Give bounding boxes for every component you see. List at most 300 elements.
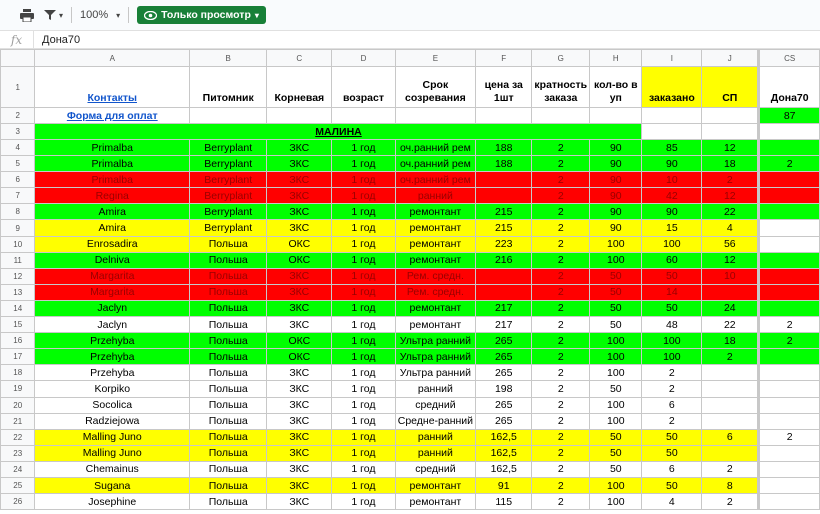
cell[interactable]: ЗКС (267, 429, 332, 445)
cell[interactable]: ЗКС (267, 204, 332, 220)
cell[interactable] (759, 494, 820, 510)
cell[interactable]: Польша (190, 333, 267, 349)
row-number[interactable]: 22 (1, 429, 35, 445)
cell[interactable]: 115 (476, 494, 532, 510)
cell[interactable] (702, 397, 759, 413)
cell[interactable]: 2 (532, 284, 590, 300)
cell[interactable] (642, 108, 702, 124)
cell[interactable]: 91 (476, 477, 532, 493)
cell[interactable]: 2 (759, 429, 820, 445)
column-header[interactable]: E (395, 50, 475, 67)
cell[interactable] (759, 381, 820, 397)
row-number[interactable]: 20 (1, 397, 35, 413)
row-number[interactable]: 10 (1, 236, 35, 252)
cell[interactable]: 24 (702, 300, 759, 316)
cell[interactable]: 18 (702, 156, 759, 172)
cell[interactable]: ранний (395, 381, 475, 397)
header-cell[interactable]: Контакты (35, 67, 190, 108)
cell[interactable]: 223 (476, 236, 532, 252)
cell[interactable]: 1 год (332, 461, 396, 477)
row-number[interactable]: 23 (1, 445, 35, 461)
column-header[interactable]: H (590, 50, 642, 67)
cell[interactable]: ЗКС (267, 317, 332, 333)
cell[interactable]: 100 (590, 413, 642, 429)
cell[interactable]: Malling Juno (35, 429, 190, 445)
cell[interactable]: Primalba (35, 140, 190, 156)
cell[interactable]: 2 (759, 333, 820, 349)
section-title[interactable]: МАЛИНА (35, 124, 642, 140)
cell[interactable]: Польша (190, 268, 267, 284)
cell[interactable]: Jaclyn (35, 317, 190, 333)
cell[interactable]: Польша (190, 429, 267, 445)
cell[interactable]: ЗКС (267, 172, 332, 188)
cell[interactable]: Польша (190, 365, 267, 381)
cell[interactable]: 1 год (332, 284, 396, 300)
cell[interactable]: ОКС (267, 252, 332, 268)
cell[interactable]: 1 год (332, 381, 396, 397)
total-cell[interactable]: 87 (759, 108, 820, 124)
column-header[interactable]: D (332, 50, 396, 67)
cell[interactable]: ремонтант (395, 477, 475, 493)
cell[interactable]: 2 (532, 317, 590, 333)
cell[interactable]: Primalba (35, 156, 190, 172)
cell[interactable]: 60 (642, 252, 702, 268)
cell[interactable]: 90 (642, 204, 702, 220)
cell[interactable]: 188 (476, 140, 532, 156)
cell[interactable]: 1 год (332, 477, 396, 493)
cell[interactable]: ремонтант (395, 494, 475, 510)
cell[interactable]: Польша (190, 284, 267, 300)
cell[interactable]: Польша (190, 349, 267, 365)
cell[interactable]: Josephine (35, 494, 190, 510)
cell[interactable]: 265 (476, 333, 532, 349)
cell[interactable]: 100 (642, 236, 702, 252)
cell[interactable]: ЗКС (267, 494, 332, 510)
cell[interactable]: ремонтант (395, 317, 475, 333)
zoom-select[interactable] (80, 9, 120, 21)
cell[interactable]: Radziejowa (35, 413, 190, 429)
cell[interactable]: 2 (532, 236, 590, 252)
row-number[interactable]: 6 (1, 172, 35, 188)
print-icon[interactable] (20, 9, 34, 22)
cell[interactable]: Berryplant (190, 156, 267, 172)
cell[interactable]: Malling Juno (35, 445, 190, 461)
cell[interactable]: 2 (532, 461, 590, 477)
cell[interactable]: ЗКС (267, 268, 332, 284)
cell[interactable]: 1 год (332, 445, 396, 461)
cell[interactable]: 90 (590, 220, 642, 236)
row-number[interactable]: 25 (1, 477, 35, 493)
cell[interactable]: Польша (190, 236, 267, 252)
cell[interactable]: средний (395, 461, 475, 477)
cell[interactable]: ЗКС (267, 477, 332, 493)
cell[interactable]: ЗКС (267, 284, 332, 300)
column-header[interactable]: B (190, 50, 267, 67)
row-number[interactable]: 15 (1, 317, 35, 333)
cell[interactable]: 1 год (332, 188, 396, 204)
cell[interactable]: ЗКС (267, 140, 332, 156)
cell[interactable]: 6 (642, 397, 702, 413)
cell[interactable]: 2 (702, 349, 759, 365)
cell[interactable]: 2 (702, 461, 759, 477)
cell[interactable]: ЗКС (267, 220, 332, 236)
cell[interactable]: 1 год (332, 220, 396, 236)
cell[interactable]: 56 (702, 236, 759, 252)
cell[interactable]: ремонтант (395, 252, 475, 268)
cell[interactable]: 50 (642, 445, 702, 461)
column-header[interactable]: C (267, 50, 332, 67)
cell[interactable]: 2 (532, 333, 590, 349)
cell[interactable]: 22 (702, 317, 759, 333)
cell[interactable]: 50 (642, 429, 702, 445)
cell[interactable]: Przehyba (35, 365, 190, 381)
cell[interactable] (267, 108, 332, 124)
cell[interactable]: Польша (190, 461, 267, 477)
row-number[interactable]: 21 (1, 413, 35, 429)
cell[interactable]: 100 (590, 349, 642, 365)
cell[interactable]: Польша (190, 300, 267, 316)
row-number[interactable]: 1 (1, 67, 35, 108)
cell[interactable]: 22 (702, 204, 759, 220)
row-number[interactable]: 24 (1, 461, 35, 477)
cell[interactable]: 50 (642, 477, 702, 493)
cell[interactable]: 50 (590, 317, 642, 333)
cell[interactable]: 2 (702, 494, 759, 510)
cell[interactable]: Przehyba (35, 349, 190, 365)
cell[interactable]: 188 (476, 156, 532, 172)
column-header[interactable]: A (35, 50, 190, 67)
select-all-corner[interactable] (1, 50, 35, 67)
cell[interactable]: 2 (759, 317, 820, 333)
row-number[interactable]: 17 (1, 349, 35, 365)
cell[interactable] (702, 365, 759, 381)
cell[interactable]: Польша (190, 252, 267, 268)
cell[interactable]: Польша (190, 317, 267, 333)
cell[interactable]: 1 год (332, 397, 396, 413)
cell[interactable]: 2 (532, 188, 590, 204)
cell[interactable]: 1 год (332, 429, 396, 445)
cell[interactable]: 100 (590, 477, 642, 493)
row-number[interactable]: 11 (1, 252, 35, 268)
cell[interactable]: 2 (532, 300, 590, 316)
cell[interactable]: Berryplant (190, 140, 267, 156)
cell[interactable] (395, 108, 475, 124)
cell[interactable]: 1 год (332, 252, 396, 268)
cell[interactable]: 1 год (332, 300, 396, 316)
cell[interactable]: 12 (702, 140, 759, 156)
cell[interactable]: 90 (590, 204, 642, 220)
cell[interactable]: Regina (35, 188, 190, 204)
cell[interactable] (759, 236, 820, 252)
cell[interactable]: Jaclyn (35, 300, 190, 316)
cell[interactable] (642, 124, 702, 140)
cell[interactable]: Ультра ранний (395, 365, 475, 381)
cell[interactable]: Ультра ранний (395, 333, 475, 349)
cell[interactable]: 1 год (332, 494, 396, 510)
cell[interactable]: 1 год (332, 349, 396, 365)
row-number[interactable]: 9 (1, 220, 35, 236)
cell[interactable]: 2 (532, 220, 590, 236)
cell[interactable]: 2 (532, 413, 590, 429)
cell[interactable]: 2 (642, 413, 702, 429)
cell[interactable]: 217 (476, 317, 532, 333)
cell[interactable]: 2 (642, 365, 702, 381)
cell[interactable]: 198 (476, 381, 532, 397)
row-number[interactable]: 4 (1, 140, 35, 156)
cell[interactable]: 85 (642, 140, 702, 156)
cell[interactable]: 2 (532, 140, 590, 156)
cell[interactable]: 265 (476, 349, 532, 365)
cell[interactable] (759, 252, 820, 268)
cell[interactable] (759, 268, 820, 284)
cell[interactable]: 100 (590, 252, 642, 268)
cell[interactable]: Ультра ранний (395, 349, 475, 365)
cell[interactable]: 6 (642, 461, 702, 477)
cell[interactable]: Margarita (35, 268, 190, 284)
cell[interactable]: 1 год (332, 333, 396, 349)
cell[interactable] (190, 108, 267, 124)
cell[interactable]: 1 год (332, 172, 396, 188)
cell[interactable]: 90 (590, 156, 642, 172)
cell[interactable]: средний (395, 397, 475, 413)
cell[interactable]: 2 (532, 204, 590, 220)
cell[interactable]: 10 (642, 172, 702, 188)
cell[interactable]: 162,5 (476, 461, 532, 477)
cell[interactable]: 265 (476, 413, 532, 429)
cell[interactable]: Sugana (35, 477, 190, 493)
cell[interactable]: ранний (395, 188, 475, 204)
cell[interactable]: 2 (702, 172, 759, 188)
cell[interactable] (759, 140, 820, 156)
cell[interactable]: ЗКС (267, 381, 332, 397)
cell[interactable]: 48 (642, 317, 702, 333)
cell[interactable]: Amira (35, 220, 190, 236)
cell[interactable]: 216 (476, 252, 532, 268)
cell[interactable] (332, 108, 396, 124)
column-header[interactable]: CS (759, 50, 820, 67)
cell[interactable] (476, 108, 532, 124)
cell[interactable]: Delniva (35, 252, 190, 268)
cell[interactable] (759, 204, 820, 220)
cell[interactable]: 215 (476, 220, 532, 236)
cell[interactable]: 1 год (332, 140, 396, 156)
cell[interactable]: 1 год (332, 204, 396, 220)
cell[interactable] (759, 397, 820, 413)
cell[interactable]: 1 год (332, 413, 396, 429)
cell[interactable]: 1 год (332, 156, 396, 172)
cell[interactable]: Польша (190, 494, 267, 510)
cell[interactable] (702, 445, 759, 461)
cell[interactable]: 1 год (332, 268, 396, 284)
cell[interactable]: Primalba (35, 172, 190, 188)
cell[interactable]: Enrosadira (35, 236, 190, 252)
cell[interactable]: 50 (590, 268, 642, 284)
cell[interactable]: 2 (532, 445, 590, 461)
cell[interactable]: 15 (642, 220, 702, 236)
cell[interactable] (702, 284, 759, 300)
cell[interactable] (759, 284, 820, 300)
cell[interactable] (759, 365, 820, 381)
row-number[interactable]: 5 (1, 156, 35, 172)
cell[interactable]: 2 (532, 429, 590, 445)
cell[interactable]: Berryplant (190, 220, 267, 236)
cell[interactable]: 90 (590, 188, 642, 204)
cell[interactable]: Польша (190, 413, 267, 429)
cell[interactable]: 2 (532, 477, 590, 493)
column-header[interactable]: F (476, 50, 532, 67)
cell[interactable]: ЗКС (267, 397, 332, 413)
cell[interactable] (759, 477, 820, 493)
filter-icon[interactable] (44, 9, 63, 21)
cell[interactable]: ЗКС (267, 365, 332, 381)
cell[interactable]: 12 (702, 252, 759, 268)
cell[interactable] (759, 188, 820, 204)
cell[interactable]: 162,5 (476, 429, 532, 445)
cell[interactable]: 217 (476, 300, 532, 316)
cell[interactable]: оч.ранний рем (395, 156, 475, 172)
cell[interactable]: Przehyba (35, 333, 190, 349)
cell[interactable] (476, 172, 532, 188)
cell[interactable]: Рем. средн. (395, 284, 475, 300)
cell[interactable]: ЗКС (267, 188, 332, 204)
cell[interactable]: ЗКС (267, 156, 332, 172)
row-number[interactable]: 13 (1, 284, 35, 300)
cell[interactable]: Chemainus (35, 461, 190, 477)
row-number[interactable]: 7 (1, 188, 35, 204)
column-header[interactable]: G (532, 50, 590, 67)
cell[interactable]: Berryplant (190, 172, 267, 188)
cell[interactable]: ранний (395, 429, 475, 445)
cell[interactable]: 215 (476, 204, 532, 220)
cell[interactable]: 4 (642, 494, 702, 510)
cell[interactable]: 6 (702, 429, 759, 445)
cell[interactable]: 50 (590, 429, 642, 445)
cell[interactable]: Средне-ранний (395, 413, 475, 429)
cell[interactable]: 2 (532, 252, 590, 268)
cell[interactable]: Korpiko (35, 381, 190, 397)
cell[interactable]: ЗКС (267, 461, 332, 477)
cell[interactable] (476, 188, 532, 204)
cell[interactable]: 100 (590, 333, 642, 349)
cell[interactable]: ранний (395, 445, 475, 461)
column-header[interactable]: J (702, 50, 759, 67)
cell[interactable]: Berryplant (190, 188, 267, 204)
cell[interactable]: 90 (590, 172, 642, 188)
cell[interactable]: Польша (190, 381, 267, 397)
cell[interactable]: 100 (590, 494, 642, 510)
cell[interactable]: Berryplant (190, 204, 267, 220)
cell[interactable]: ремонтант (395, 204, 475, 220)
cell[interactable]: 2 (532, 365, 590, 381)
cell[interactable]: 8 (702, 477, 759, 493)
row-number[interactable]: 8 (1, 204, 35, 220)
row-number[interactable]: 16 (1, 333, 35, 349)
cell[interactable]: 162,5 (476, 445, 532, 461)
cell[interactable]: 2 (759, 156, 820, 172)
cell[interactable]: Socolica (35, 397, 190, 413)
cell[interactable]: Рем. средн. (395, 268, 475, 284)
cell[interactable]: Margarita (35, 284, 190, 300)
cell[interactable]: 1 год (332, 317, 396, 333)
cell[interactable]: 2 (532, 397, 590, 413)
cell[interactable]: 50 (590, 300, 642, 316)
cell[interactable]: 2 (532, 156, 590, 172)
cell[interactable]: 18 (702, 333, 759, 349)
cell[interactable]: ОКС (267, 349, 332, 365)
cell[interactable]: ремонтант (395, 236, 475, 252)
payment-form-link[interactable]: Форма для оплат (35, 108, 190, 124)
cell[interactable]: Amira (35, 204, 190, 220)
row-number[interactable]: 18 (1, 365, 35, 381)
cell[interactable]: 90 (642, 156, 702, 172)
cell[interactable]: Польша (190, 397, 267, 413)
cell[interactable] (702, 124, 759, 140)
cell[interactable]: 265 (476, 365, 532, 381)
cell[interactable]: ОКС (267, 333, 332, 349)
cell[interactable]: 100 (642, 333, 702, 349)
row-number[interactable]: 3 (1, 124, 35, 140)
cell[interactable] (759, 461, 820, 477)
cell[interactable]: 50 (590, 284, 642, 300)
cell[interactable]: 2 (642, 381, 702, 397)
cell[interactable]: 100 (642, 349, 702, 365)
cell[interactable]: ремонтант (395, 300, 475, 316)
row-number[interactable]: 12 (1, 268, 35, 284)
cell[interactable] (702, 108, 759, 124)
cell[interactable] (476, 284, 532, 300)
cell[interactable]: 2 (532, 268, 590, 284)
cell[interactable]: 100 (590, 236, 642, 252)
cell[interactable] (759, 220, 820, 236)
view-mode-button[interactable] (137, 6, 266, 24)
cell[interactable]: ремонтант (395, 220, 475, 236)
cell[interactable]: 50 (590, 445, 642, 461)
row-number[interactable]: 2 (1, 108, 35, 124)
cell[interactable]: оч.ранний рем (395, 172, 475, 188)
cell[interactable]: ЗКС (267, 300, 332, 316)
cell[interactable]: 100 (590, 397, 642, 413)
cell[interactable] (702, 381, 759, 397)
cell[interactable]: 100 (590, 365, 642, 381)
cell[interactable]: 1 год (332, 365, 396, 381)
cell[interactable]: ЗКС (267, 445, 332, 461)
cell[interactable] (759, 349, 820, 365)
cell[interactable]: ОКС (267, 236, 332, 252)
cell[interactable]: 42 (642, 188, 702, 204)
cell[interactable] (702, 413, 759, 429)
cell[interactable] (476, 268, 532, 284)
cell[interactable]: 4 (702, 220, 759, 236)
cell[interactable]: 90 (590, 140, 642, 156)
cell[interactable] (759, 172, 820, 188)
cell[interactable]: 14 (642, 284, 702, 300)
cell[interactable]: 2 (532, 349, 590, 365)
cell[interactable] (759, 124, 820, 140)
cell[interactable] (759, 445, 820, 461)
cell[interactable]: 50 (590, 381, 642, 397)
row-number[interactable]: 26 (1, 494, 35, 510)
cell[interactable]: 50 (642, 300, 702, 316)
cell[interactable]: 10 (702, 268, 759, 284)
row-number[interactable]: 14 (1, 300, 35, 316)
cell[interactable]: ЗКС (267, 413, 332, 429)
column-header[interactable]: I (642, 50, 702, 67)
cell[interactable]: 2 (532, 494, 590, 510)
cell[interactable]: 265 (476, 397, 532, 413)
row-number[interactable]: 19 (1, 381, 35, 397)
cell[interactable] (532, 108, 590, 124)
cell[interactable]: 50 (642, 268, 702, 284)
